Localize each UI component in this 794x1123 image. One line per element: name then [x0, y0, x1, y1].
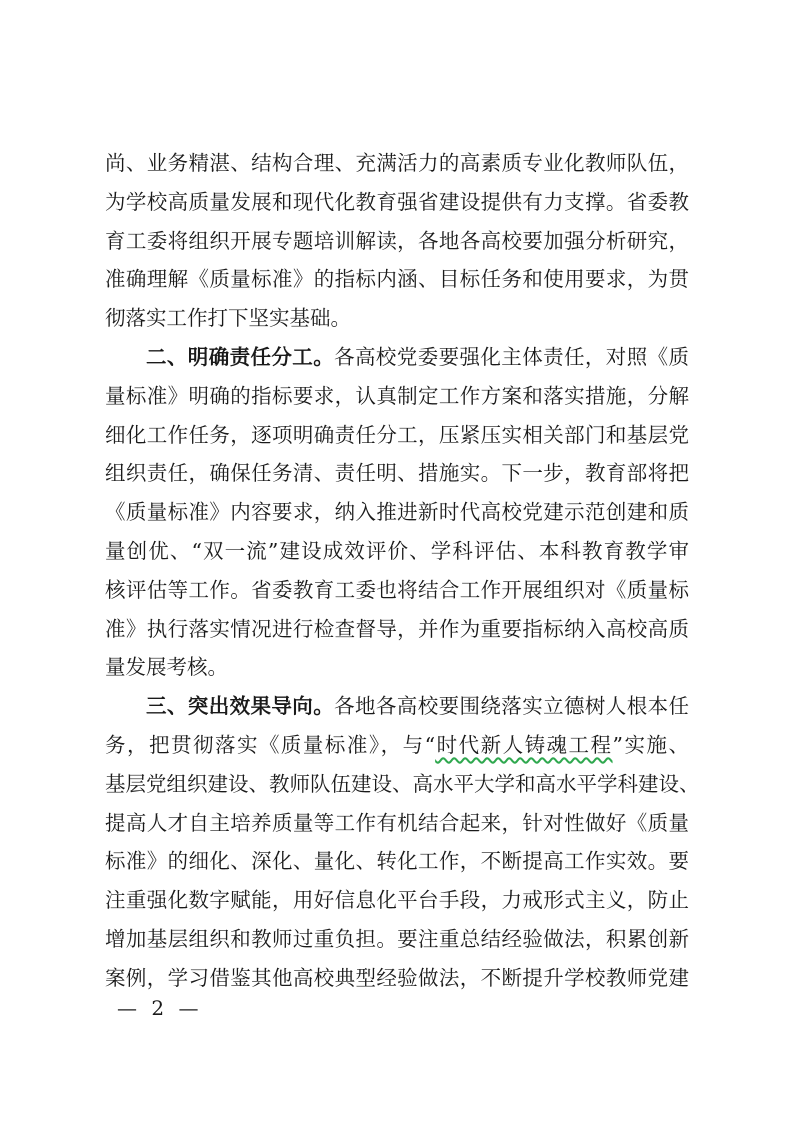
body-text — [105, 144, 700, 998]
text-line: 细化工作任务，逐项明确责任分工，压紧压实相关部门和基层党 — [105, 422, 689, 447]
section-heading-2: 二、明确责任分工。 — [146, 344, 335, 369]
page-number: — 2 — — [117, 996, 203, 1020]
text-line: 基层党组织建设、教师队伍建设、高水平大学和高水平学科建设、 — [105, 771, 700, 796]
text-line: 提高人才自主培养质量等工作有机结合起来，针对性做好《质量 — [105, 810, 689, 835]
text-line: 准确理解《质量标准》的指标内涵、目标任务和使用要求，为贯 — [105, 267, 689, 292]
text-span: 各地各高校要围绕落实立德树人根本任 — [334, 694, 690, 719]
paragraph-2-first-line — [105, 338, 689, 377]
text-line: 育工委将组织开展专题培训解读，各地各高校要加强分析研究， — [105, 228, 689, 253]
text-span: ”实施、 — [612, 732, 690, 757]
text-line: 量发展考核。 — [105, 655, 228, 680]
text-line: 注重强化数字赋能，用好信息化平台手段，力戒形式主义，防止 — [105, 888, 689, 913]
text-line: 为学校高质量发展和现代化教育强省建设提供有力支撑。省委教 — [105, 189, 689, 214]
text-line: 尚、业务精湛、结构合理、充满活力的高素质专业化教师队伍， — [105, 151, 689, 175]
text-line: 案例，学习借鉴其他高校典型经验做法，不断提升学校教师党建 — [105, 965, 689, 990]
text-line: 量标准》明确的指标要求，认真制定工作方案和落实措施，分解 — [105, 383, 689, 408]
text-line: 准》执行落实情况进行检查督导，并作为重要指标纳入高校高质 — [105, 616, 689, 641]
highlighted-term: 时代新人铸魂工程 — [435, 732, 613, 757]
section-heading-3: 三、突出效果导向。 — [146, 694, 335, 719]
text-line: 彻落实工作打下坚实基础。 — [105, 306, 351, 331]
paragraph-3-second-line — [105, 726, 689, 765]
paragraph-3-first-line — [105, 687, 689, 726]
text-span: 务，把贯彻落实《质量标准》，与“ — [105, 732, 436, 757]
text-line: 核评估等工作。省委教育工委也将结合工作开展组织对《质量标 — [105, 577, 689, 602]
text-line: 《质量标准》内容要求，纳入推进新时代高校党建示范创建和质 — [105, 500, 689, 525]
text-span: 各高校党委要强化主体责任，对照《质 — [334, 344, 690, 369]
text-line: 量创优、“双一流”建设成效评价、学科评估、本科教育教学审 — [105, 538, 689, 563]
text-line: 组织责任，确保任务清、责任明、措施实。下一步，教育部将把 — [105, 461, 689, 486]
text-line: 增加基层组织和教师过重负担。要注重总结经验做法，积累创新 — [105, 926, 689, 951]
text-line: 标准》的细化、深化、量化、转化工作，不断提高工作实效。要 — [105, 849, 689, 874]
